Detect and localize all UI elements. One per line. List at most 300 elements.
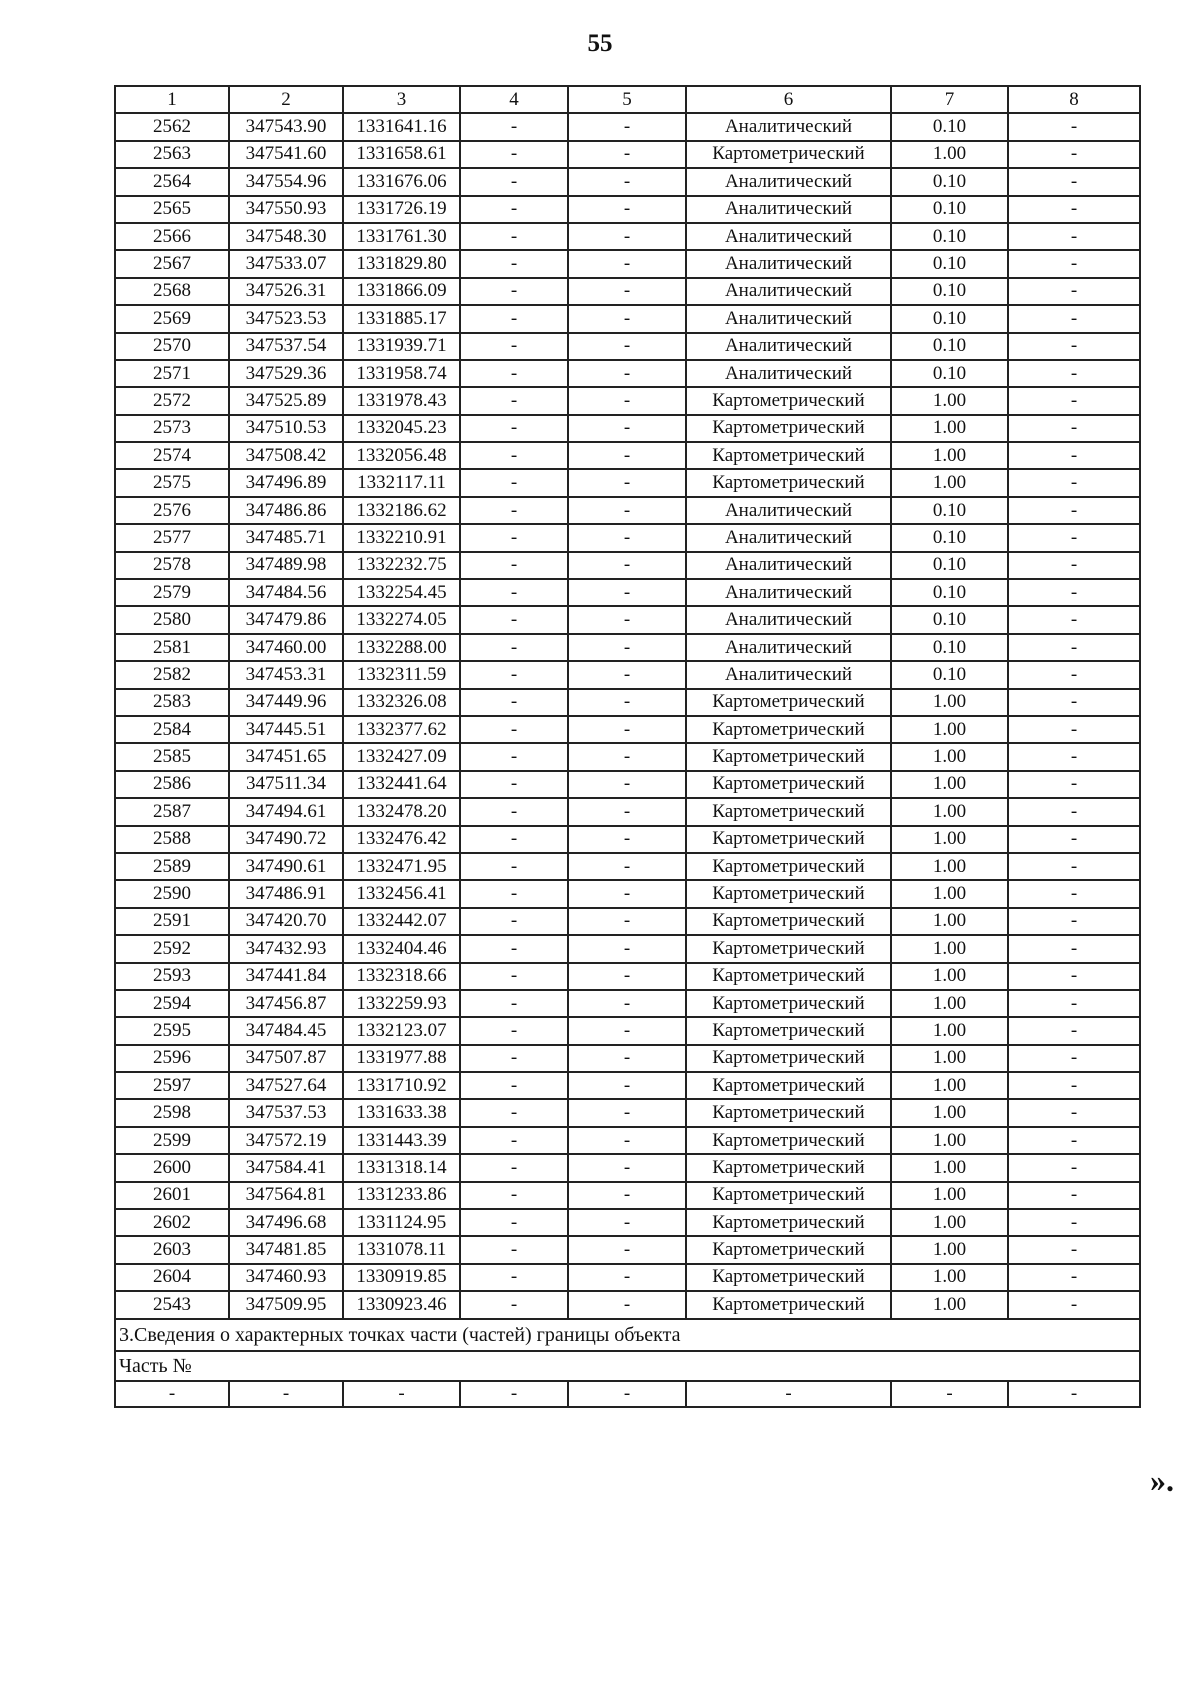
- table-cell: 2599: [115, 1127, 229, 1154]
- table-row: [115, 1045, 1140, 1072]
- table-cell: Аналитический: [686, 278, 891, 305]
- table-row: [115, 497, 1140, 524]
- table-cell: Картометрический: [686, 1236, 891, 1263]
- table-body: [115, 86, 1140, 1407]
- table-cell: -: [1008, 908, 1140, 935]
- table-cell: 347445.51: [229, 716, 343, 743]
- table-cell: Аналитический: [686, 524, 891, 551]
- table-cell: Аналитический: [686, 360, 891, 387]
- table-cell: 1.00: [891, 387, 1008, 414]
- table-row: [115, 1099, 1140, 1126]
- table-cell: 2543: [115, 1291, 229, 1318]
- table-row: [115, 469, 1140, 496]
- table-cell: -: [1008, 1291, 1140, 1318]
- table-cell: 1332441.64: [343, 771, 460, 798]
- table-cell: -: [1008, 1127, 1140, 1154]
- table-cell: -: [1008, 853, 1140, 880]
- table-cell: 2577: [115, 524, 229, 551]
- table-cell: 1331443.39: [343, 1127, 460, 1154]
- table-cell: Аналитический: [686, 223, 891, 250]
- table-cell: -: [1008, 579, 1140, 606]
- table-cell: 2585: [115, 743, 229, 770]
- table-cell: 347509.95: [229, 1291, 343, 1318]
- table-row: [115, 1264, 1140, 1291]
- table-cell: 2590: [115, 880, 229, 907]
- table-cell: 0.10: [891, 333, 1008, 360]
- table-cell: -: [460, 497, 568, 524]
- table-cell: -: [1008, 826, 1140, 853]
- column-header: 3: [343, 86, 460, 113]
- column-header: 8: [1008, 86, 1140, 113]
- table-cell: 1332442.07: [343, 908, 460, 935]
- table-cell: 1.00: [891, 963, 1008, 990]
- table-cell: 1331761.30: [343, 223, 460, 250]
- table-row: [115, 387, 1140, 414]
- table-cell: Картометрический: [686, 1045, 891, 1072]
- table-cell: 347479.86: [229, 606, 343, 633]
- table-row: [115, 1291, 1140, 1318]
- table-cell: -: [1008, 1099, 1140, 1126]
- table-cell: -: [460, 305, 568, 332]
- table-cell: -: [568, 1381, 686, 1407]
- table-row: [115, 853, 1140, 880]
- table-cell: -: [1008, 743, 1140, 770]
- table-cell: Аналитический: [686, 579, 891, 606]
- table-cell: -: [568, 360, 686, 387]
- table-cell: Картометрический: [686, 1017, 891, 1044]
- table-cell: 347543.90: [229, 113, 343, 140]
- table-cell: 347486.86: [229, 497, 343, 524]
- table-cell: 2579: [115, 579, 229, 606]
- table-cell: 347481.85: [229, 1236, 343, 1263]
- table-cell: Аналитический: [686, 250, 891, 277]
- table-cell: -: [460, 963, 568, 990]
- table-cell: Картометрический: [686, 469, 891, 496]
- part-points-row: [115, 1381, 1140, 1407]
- table-cell: 347456.87: [229, 990, 343, 1017]
- table-cell: -: [1008, 1017, 1140, 1044]
- table-cell: -: [1008, 1045, 1140, 1072]
- table-cell: 1332478.20: [343, 798, 460, 825]
- table-cell: Картометрический: [686, 1209, 891, 1236]
- table-row: [115, 141, 1140, 168]
- table-cell: -: [568, 196, 686, 223]
- table-cell: -: [460, 880, 568, 907]
- table-cell: -: [460, 442, 568, 469]
- table-cell: 347485.71: [229, 524, 343, 551]
- table-cell: 2584: [115, 716, 229, 743]
- table-cell: -: [460, 1045, 568, 1072]
- table-cell: -: [1008, 1381, 1140, 1407]
- table-cell: 0.10: [891, 360, 1008, 387]
- table-cell: Картометрический: [686, 880, 891, 907]
- table-cell: 347525.89: [229, 387, 343, 414]
- table-cell: -: [1008, 935, 1140, 962]
- table-row: [115, 1127, 1140, 1154]
- table-cell: -: [568, 1072, 686, 1099]
- table-cell: -: [568, 168, 686, 195]
- table-cell: -: [460, 387, 568, 414]
- table-cell: 1.00: [891, 1209, 1008, 1236]
- table-row: [115, 606, 1140, 633]
- table-cell: 1.00: [891, 469, 1008, 496]
- table-cell: 1.00: [891, 798, 1008, 825]
- table-cell: 1331978.43: [343, 387, 460, 414]
- table-cell: -: [460, 1154, 568, 1181]
- table-cell: 347529.36: [229, 360, 343, 387]
- table-cell: -: [1008, 963, 1140, 990]
- table-cell: -: [1008, 1182, 1140, 1209]
- table-cell: -: [1008, 798, 1140, 825]
- table-cell: 0.10: [891, 113, 1008, 140]
- table-cell: 347441.84: [229, 963, 343, 990]
- table-cell: 1331958.74: [343, 360, 460, 387]
- table-cell: 0.10: [891, 606, 1008, 633]
- table-cell: -: [568, 113, 686, 140]
- table-cell: -: [460, 661, 568, 688]
- table-cell: Картометрический: [686, 689, 891, 716]
- table-cell: 2575: [115, 469, 229, 496]
- table-cell: 347449.96: [229, 689, 343, 716]
- table-cell: 2580: [115, 606, 229, 633]
- table-cell: -: [115, 1381, 229, 1407]
- table-cell: 347511.34: [229, 771, 343, 798]
- table-cell: 2582: [115, 661, 229, 688]
- table-cell: Картометрический: [686, 141, 891, 168]
- table-cell: Аналитический: [686, 634, 891, 661]
- table-row: [115, 305, 1140, 332]
- table-cell: 347507.87: [229, 1045, 343, 1072]
- section-title-row: [115, 1319, 1140, 1351]
- table-cell: -: [460, 990, 568, 1017]
- table-cell: -: [1008, 716, 1140, 743]
- table-cell: -: [568, 1045, 686, 1072]
- table-cell: 1332045.23: [343, 415, 460, 442]
- table-cell: -: [568, 661, 686, 688]
- table-cell: 2591: [115, 908, 229, 935]
- table-row: [115, 798, 1140, 825]
- table-cell: 2600: [115, 1154, 229, 1181]
- table-cell: 0.10: [891, 196, 1008, 223]
- table-cell: 1.00: [891, 1099, 1008, 1126]
- table-cell: -: [1008, 990, 1140, 1017]
- table-cell: 347490.72: [229, 826, 343, 853]
- table-cell: 347523.53: [229, 305, 343, 332]
- table-cell: 1332404.46: [343, 935, 460, 962]
- table-cell: Картометрический: [686, 771, 891, 798]
- table-cell: Картометрический: [686, 743, 891, 770]
- table-cell: -: [460, 333, 568, 360]
- table-row: [115, 360, 1140, 387]
- table-cell: 0.10: [891, 278, 1008, 305]
- table-cell: 1332123.07: [343, 1017, 460, 1044]
- table-cell: 1.00: [891, 716, 1008, 743]
- table-cell: Аналитический: [686, 606, 891, 633]
- table-cell: -: [568, 634, 686, 661]
- table-cell: Аналитический: [686, 497, 891, 524]
- table-cell: 2564: [115, 168, 229, 195]
- table-cell: 347564.81: [229, 1182, 343, 1209]
- table-cell: -: [1008, 387, 1140, 414]
- table-cell: 1332288.00: [343, 634, 460, 661]
- table-cell: -: [568, 250, 686, 277]
- table-row: [115, 1017, 1140, 1044]
- table-cell: -: [460, 524, 568, 551]
- table-cell: -: [1008, 1264, 1140, 1291]
- table-cell: 2595: [115, 1017, 229, 1044]
- table-cell: 347537.54: [229, 333, 343, 360]
- table-cell: -: [460, 168, 568, 195]
- table-cell: -: [460, 1017, 568, 1044]
- table-cell: -: [568, 743, 686, 770]
- header-row: [115, 86, 1140, 113]
- table-cell: 1332318.66: [343, 963, 460, 990]
- table-row: [115, 771, 1140, 798]
- table-cell: -: [1008, 333, 1140, 360]
- table-cell: 1331726.19: [343, 196, 460, 223]
- table-row: [115, 552, 1140, 579]
- table-cell: 2596: [115, 1045, 229, 1072]
- table-cell: -: [460, 606, 568, 633]
- column-header: 1: [115, 86, 229, 113]
- table-cell: 0.10: [891, 661, 1008, 688]
- table-cell: 2597: [115, 1072, 229, 1099]
- table-row: [115, 278, 1140, 305]
- table-row: [115, 880, 1140, 907]
- table-cell: -: [1008, 360, 1140, 387]
- table-cell: 1332254.45: [343, 579, 460, 606]
- table-cell: Картометрический: [686, 908, 891, 935]
- table-row: [115, 196, 1140, 223]
- table-cell: -: [1008, 196, 1140, 223]
- table-cell: Картометрический: [686, 1072, 891, 1099]
- table-row: [115, 442, 1140, 469]
- table-cell: -: [460, 113, 568, 140]
- table-cell: -: [460, 908, 568, 935]
- table-cell: 1331866.09: [343, 278, 460, 305]
- table-cell: 1.00: [891, 1072, 1008, 1099]
- table-cell: -: [568, 963, 686, 990]
- table-cell: 1.00: [891, 935, 1008, 962]
- table-cell: -: [1008, 223, 1140, 250]
- table-cell: -: [229, 1381, 343, 1407]
- table-cell: Аналитический: [686, 196, 891, 223]
- page-number: 55: [587, 30, 613, 57]
- table-cell: -: [460, 278, 568, 305]
- table-cell: 1331641.16: [343, 113, 460, 140]
- table-cell: 347486.91: [229, 880, 343, 907]
- table-row: [115, 716, 1140, 743]
- table-cell: -: [460, 579, 568, 606]
- table-row: [115, 908, 1140, 935]
- column-header: 6: [686, 86, 891, 113]
- table-cell: -: [460, 1236, 568, 1263]
- table-row: [115, 935, 1140, 962]
- table-cell: 1332377.62: [343, 716, 460, 743]
- table-cell: 2569: [115, 305, 229, 332]
- table-cell: -: [460, 935, 568, 962]
- table-cell: 347460.00: [229, 634, 343, 661]
- table-cell: -: [1008, 442, 1140, 469]
- table-cell: Картометрический: [686, 1291, 891, 1318]
- table-cell: 2587: [115, 798, 229, 825]
- table-cell: 2568: [115, 278, 229, 305]
- table-cell: -: [460, 826, 568, 853]
- table-cell: -: [1008, 305, 1140, 332]
- table-cell: -: [568, 1099, 686, 1126]
- table-cell: 1331233.86: [343, 1182, 460, 1209]
- table-cell: -: [1008, 606, 1140, 633]
- table-cell: 2594: [115, 990, 229, 1017]
- column-header: 4: [460, 86, 568, 113]
- table-cell: 347453.31: [229, 661, 343, 688]
- table-cell: 1332259.93: [343, 990, 460, 1017]
- table-cell: Аналитический: [686, 552, 891, 579]
- table-cell: Картометрический: [686, 415, 891, 442]
- table-cell: 347460.93: [229, 1264, 343, 1291]
- table-cell: -: [568, 716, 686, 743]
- table-cell: -: [460, 469, 568, 496]
- table-cell: Картометрический: [686, 963, 891, 990]
- table-cell: -: [1008, 278, 1140, 305]
- table-cell: 1331124.95: [343, 1209, 460, 1236]
- table-cell: -: [460, 743, 568, 770]
- table-cell: 1330923.46: [343, 1291, 460, 1318]
- table-row: [115, 743, 1140, 770]
- table-cell: -: [568, 1154, 686, 1181]
- table-cell: Картометрический: [686, 1182, 891, 1209]
- table-cell: -: [568, 442, 686, 469]
- table-cell: 347489.98: [229, 552, 343, 579]
- table-cell: 347494.61: [229, 798, 343, 825]
- table-row: [115, 113, 1140, 140]
- table-cell: 1331676.06: [343, 168, 460, 195]
- part-label-row: [115, 1351, 1140, 1381]
- table-cell: 1332210.91: [343, 524, 460, 551]
- table-cell: 1.00: [891, 1127, 1008, 1154]
- table-cell: 1.00: [891, 1236, 1008, 1263]
- table-cell: -: [1008, 113, 1140, 140]
- table-cell: 0.10: [891, 552, 1008, 579]
- table-cell: -: [568, 1182, 686, 1209]
- table-cell: -: [460, 1381, 568, 1407]
- table-cell: -: [568, 990, 686, 1017]
- table-cell: -: [568, 853, 686, 880]
- table-cell: Картометрический: [686, 1127, 891, 1154]
- section-title: 3.Сведения о характерных точках части (частей) границы объекта: [115, 1319, 1140, 1351]
- table-cell: Картометрический: [686, 935, 891, 962]
- table-cell: -: [460, 798, 568, 825]
- table-cell: 1331318.14: [343, 1154, 460, 1181]
- table-cell: -: [568, 497, 686, 524]
- table-cell: -: [1008, 168, 1140, 195]
- table-cell: -: [1008, 141, 1140, 168]
- table-cell: -: [1008, 1072, 1140, 1099]
- table-cell: 1.00: [891, 826, 1008, 853]
- table-row: [115, 990, 1140, 1017]
- table-cell: 347554.96: [229, 168, 343, 195]
- table-cell: 1332186.62: [343, 497, 460, 524]
- table-cell: 2570: [115, 333, 229, 360]
- table-cell: Картометрический: [686, 853, 891, 880]
- table-row: [115, 963, 1140, 990]
- table-cell: -: [568, 880, 686, 907]
- table-cell: -: [460, 1099, 568, 1126]
- closing-quote: ».: [1150, 1462, 1174, 1498]
- table-cell: -: [1008, 250, 1140, 277]
- table-cell: 347496.89: [229, 469, 343, 496]
- table-cell: 1332117.11: [343, 469, 460, 496]
- table-cell: 347537.53: [229, 1099, 343, 1126]
- table-cell: 1331885.17: [343, 305, 460, 332]
- table-cell: 347541.60: [229, 141, 343, 168]
- table-cell: 1.00: [891, 442, 1008, 469]
- table-cell: -: [460, 689, 568, 716]
- table-cell: 1.00: [891, 1017, 1008, 1044]
- table-row: [115, 333, 1140, 360]
- table-cell: 0.10: [891, 634, 1008, 661]
- table-cell: -: [568, 606, 686, 633]
- coordinates-table: [114, 85, 1141, 1408]
- table-cell: -: [891, 1381, 1008, 1407]
- table-cell: -: [1008, 469, 1140, 496]
- table-cell: 2592: [115, 935, 229, 962]
- table-cell: 2602: [115, 1209, 229, 1236]
- table-cell: 347451.65: [229, 743, 343, 770]
- table-cell: 2563: [115, 141, 229, 168]
- table-cell: -: [568, 469, 686, 496]
- table-cell: 2576: [115, 497, 229, 524]
- table-row: [115, 168, 1140, 195]
- table-cell: -: [460, 360, 568, 387]
- table-cell: 2566: [115, 223, 229, 250]
- table-cell: 347527.64: [229, 1072, 343, 1099]
- table-cell: 0.10: [891, 168, 1008, 195]
- table-cell: 1.00: [891, 990, 1008, 1017]
- table-cell: 1.00: [891, 771, 1008, 798]
- table-cell: 1331939.71: [343, 333, 460, 360]
- table-cell: 2572: [115, 387, 229, 414]
- table-cell: -: [568, 552, 686, 579]
- table-cell: -: [568, 305, 686, 332]
- table-cell: 347432.93: [229, 935, 343, 962]
- table-cell: 2588: [115, 826, 229, 853]
- table-cell: 2593: [115, 963, 229, 990]
- table-cell: 1332326.08: [343, 689, 460, 716]
- table-cell: -: [460, 716, 568, 743]
- table-cell: 1332476.42: [343, 826, 460, 853]
- table-cell: -: [568, 1236, 686, 1263]
- table-cell: -: [568, 524, 686, 551]
- table-cell: 1332456.41: [343, 880, 460, 907]
- table-cell: 347484.45: [229, 1017, 343, 1044]
- table-row: [115, 250, 1140, 277]
- table-row: [115, 689, 1140, 716]
- table-cell: 1331829.80: [343, 250, 460, 277]
- table-cell: -: [1008, 771, 1140, 798]
- table-cell: 2598: [115, 1099, 229, 1126]
- table-cell: 1331977.88: [343, 1045, 460, 1072]
- table-cell: -: [568, 415, 686, 442]
- table-cell: Картометрический: [686, 826, 891, 853]
- table-cell: -: [568, 1127, 686, 1154]
- table-cell: Картометрический: [686, 1099, 891, 1126]
- table-cell: 347584.41: [229, 1154, 343, 1181]
- table-row: [115, 1236, 1140, 1263]
- table-cell: -: [1008, 634, 1140, 661]
- part-label: Часть №: [115, 1351, 1140, 1381]
- table-cell: -: [1008, 880, 1140, 907]
